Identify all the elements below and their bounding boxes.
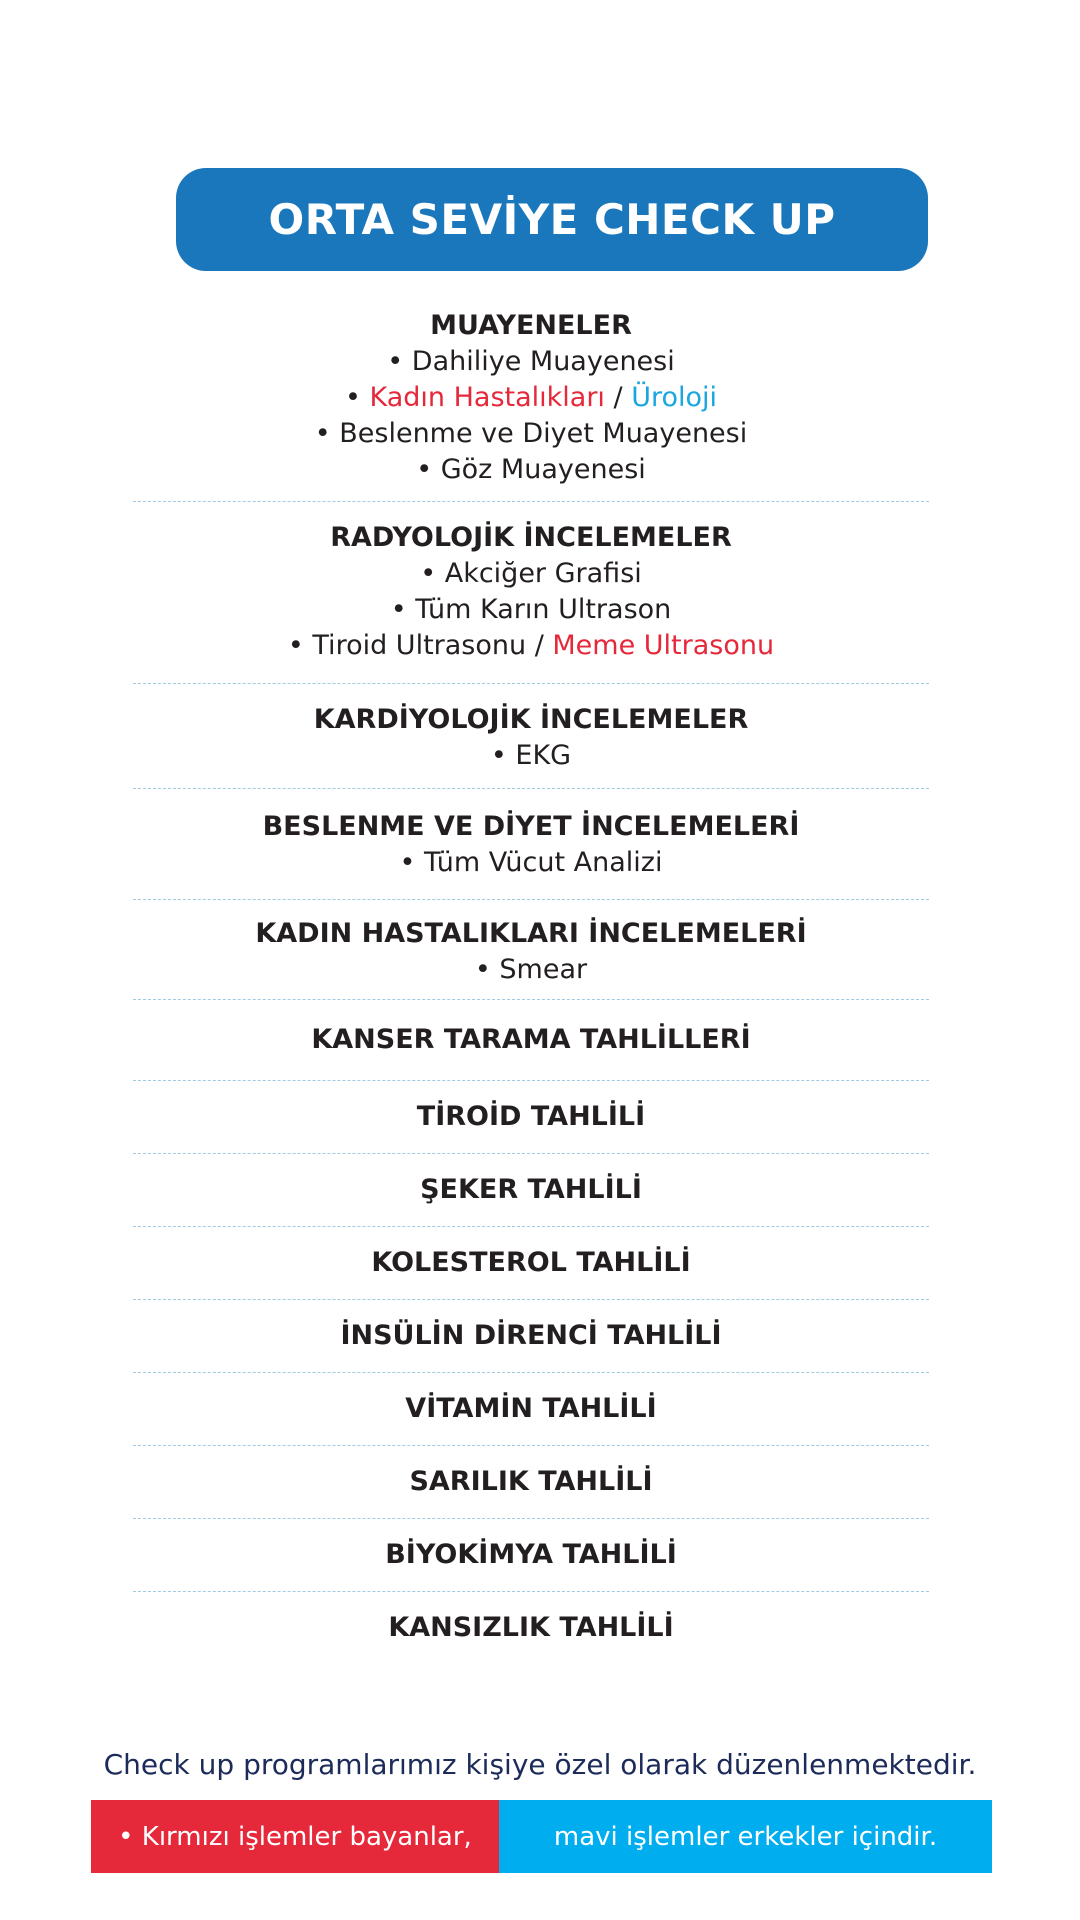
section-title-kadin: KADIN HASTALIKLARI İNCELEMELERİ — [255, 918, 807, 949]
item-kadin-hastaliklari: Kadın Hastalıkları — [369, 382, 605, 413]
test-sarilik: SARILIK TAHLİLİ — [409, 1466, 653, 1497]
item-karin-ultrason: • Tüm Karın Ultrason — [390, 594, 672, 625]
section-test — [133, 1446, 929, 1519]
item-meme-ultrasonu: Meme Ultrasonu — [552, 630, 775, 661]
section-beslenme — [133, 789, 929, 900]
item-tiroid-ultrasonu: • Tiroid Ultrasonu / — [287, 630, 553, 661]
legend-male: mavi işlemler erkekler içindir. — [499, 1800, 992, 1873]
section-title-kardiyolojik: KARDİYOLOJİK İNCELEMELER — [313, 704, 749, 735]
separator: / — [604, 382, 632, 413]
legend-female: • Kırmızı işlemler bayanlar, — [91, 1800, 499, 1873]
section-test — [133, 1592, 929, 1664]
item-dahiliye: • Dahiliye Muayenesi — [387, 346, 675, 377]
item-ekg: • EKG — [490, 740, 572, 771]
item-smear: • Smear — [474, 954, 588, 985]
section-kardiyolojik — [133, 684, 929, 789]
section-test — [133, 1373, 929, 1446]
section-test — [133, 1154, 929, 1227]
section-muayeneler — [133, 300, 929, 502]
section-test — [133, 1300, 929, 1373]
section-radyolojik — [133, 502, 929, 684]
header-banner — [176, 168, 928, 271]
footer-note: Check up programlarımız kişiye özel olarak düzenlenmektedir. — [103, 1748, 977, 1781]
item-tiroid-meme-ultrason — [133, 628, 929, 664]
test-tiroid: TİROİD TAHLİLİ — [416, 1101, 646, 1132]
section-test — [133, 1227, 929, 1300]
section-test — [133, 1081, 929, 1154]
section-title-beslenme: BESLENME VE DİYET İNCELEMELERİ — [262, 811, 800, 842]
section-test — [133, 1519, 929, 1592]
section-kadin-hastaliklari — [133, 900, 929, 1000]
test-biyokimya: BİYOKİMYA TAHLİLİ — [385, 1539, 677, 1570]
page-title: ORTA SEVİYE CHECK UP — [268, 195, 836, 244]
test-kolesterol: KOLESTEROL TAHLİLİ — [371, 1247, 691, 1278]
test-insulin-direnci: İNSÜLİN DİRENCİ TAHLİLİ — [340, 1320, 722, 1351]
item-uroloji: Üroloji — [631, 382, 718, 413]
test-seker: ŞEKER TAHLİLİ — [420, 1174, 642, 1205]
item-beslenme-muayenesi: • Beslenme ve Diyet Muayenesi — [314, 418, 748, 449]
section-title-radyolojik: RADYOLOJİK İNCELEMELER — [330, 522, 732, 553]
bullet: • — [344, 382, 370, 413]
legend-bar — [91, 1800, 992, 1873]
test-kanser-tarama: KANSER TARAMA TAHLİLLERİ — [311, 1024, 751, 1055]
item-akciger-grafisi: • Akciğer Grafisi — [420, 558, 642, 589]
item-vucut-analizi: • Tüm Vücut Analizi — [399, 847, 663, 878]
section-title-muayeneler: MUAYENELER — [430, 310, 632, 341]
item-goz-muayenesi: • Göz Muayenesi — [416, 454, 646, 485]
test-vitamin: VİTAMİN TAHLİLİ — [405, 1393, 657, 1424]
test-kansizlik: KANSIZLIK TAHLİLİ — [388, 1612, 674, 1643]
section-test — [133, 1000, 929, 1081]
checkup-list — [133, 300, 929, 1664]
item-kadin-uroloji — [133, 380, 929, 416]
